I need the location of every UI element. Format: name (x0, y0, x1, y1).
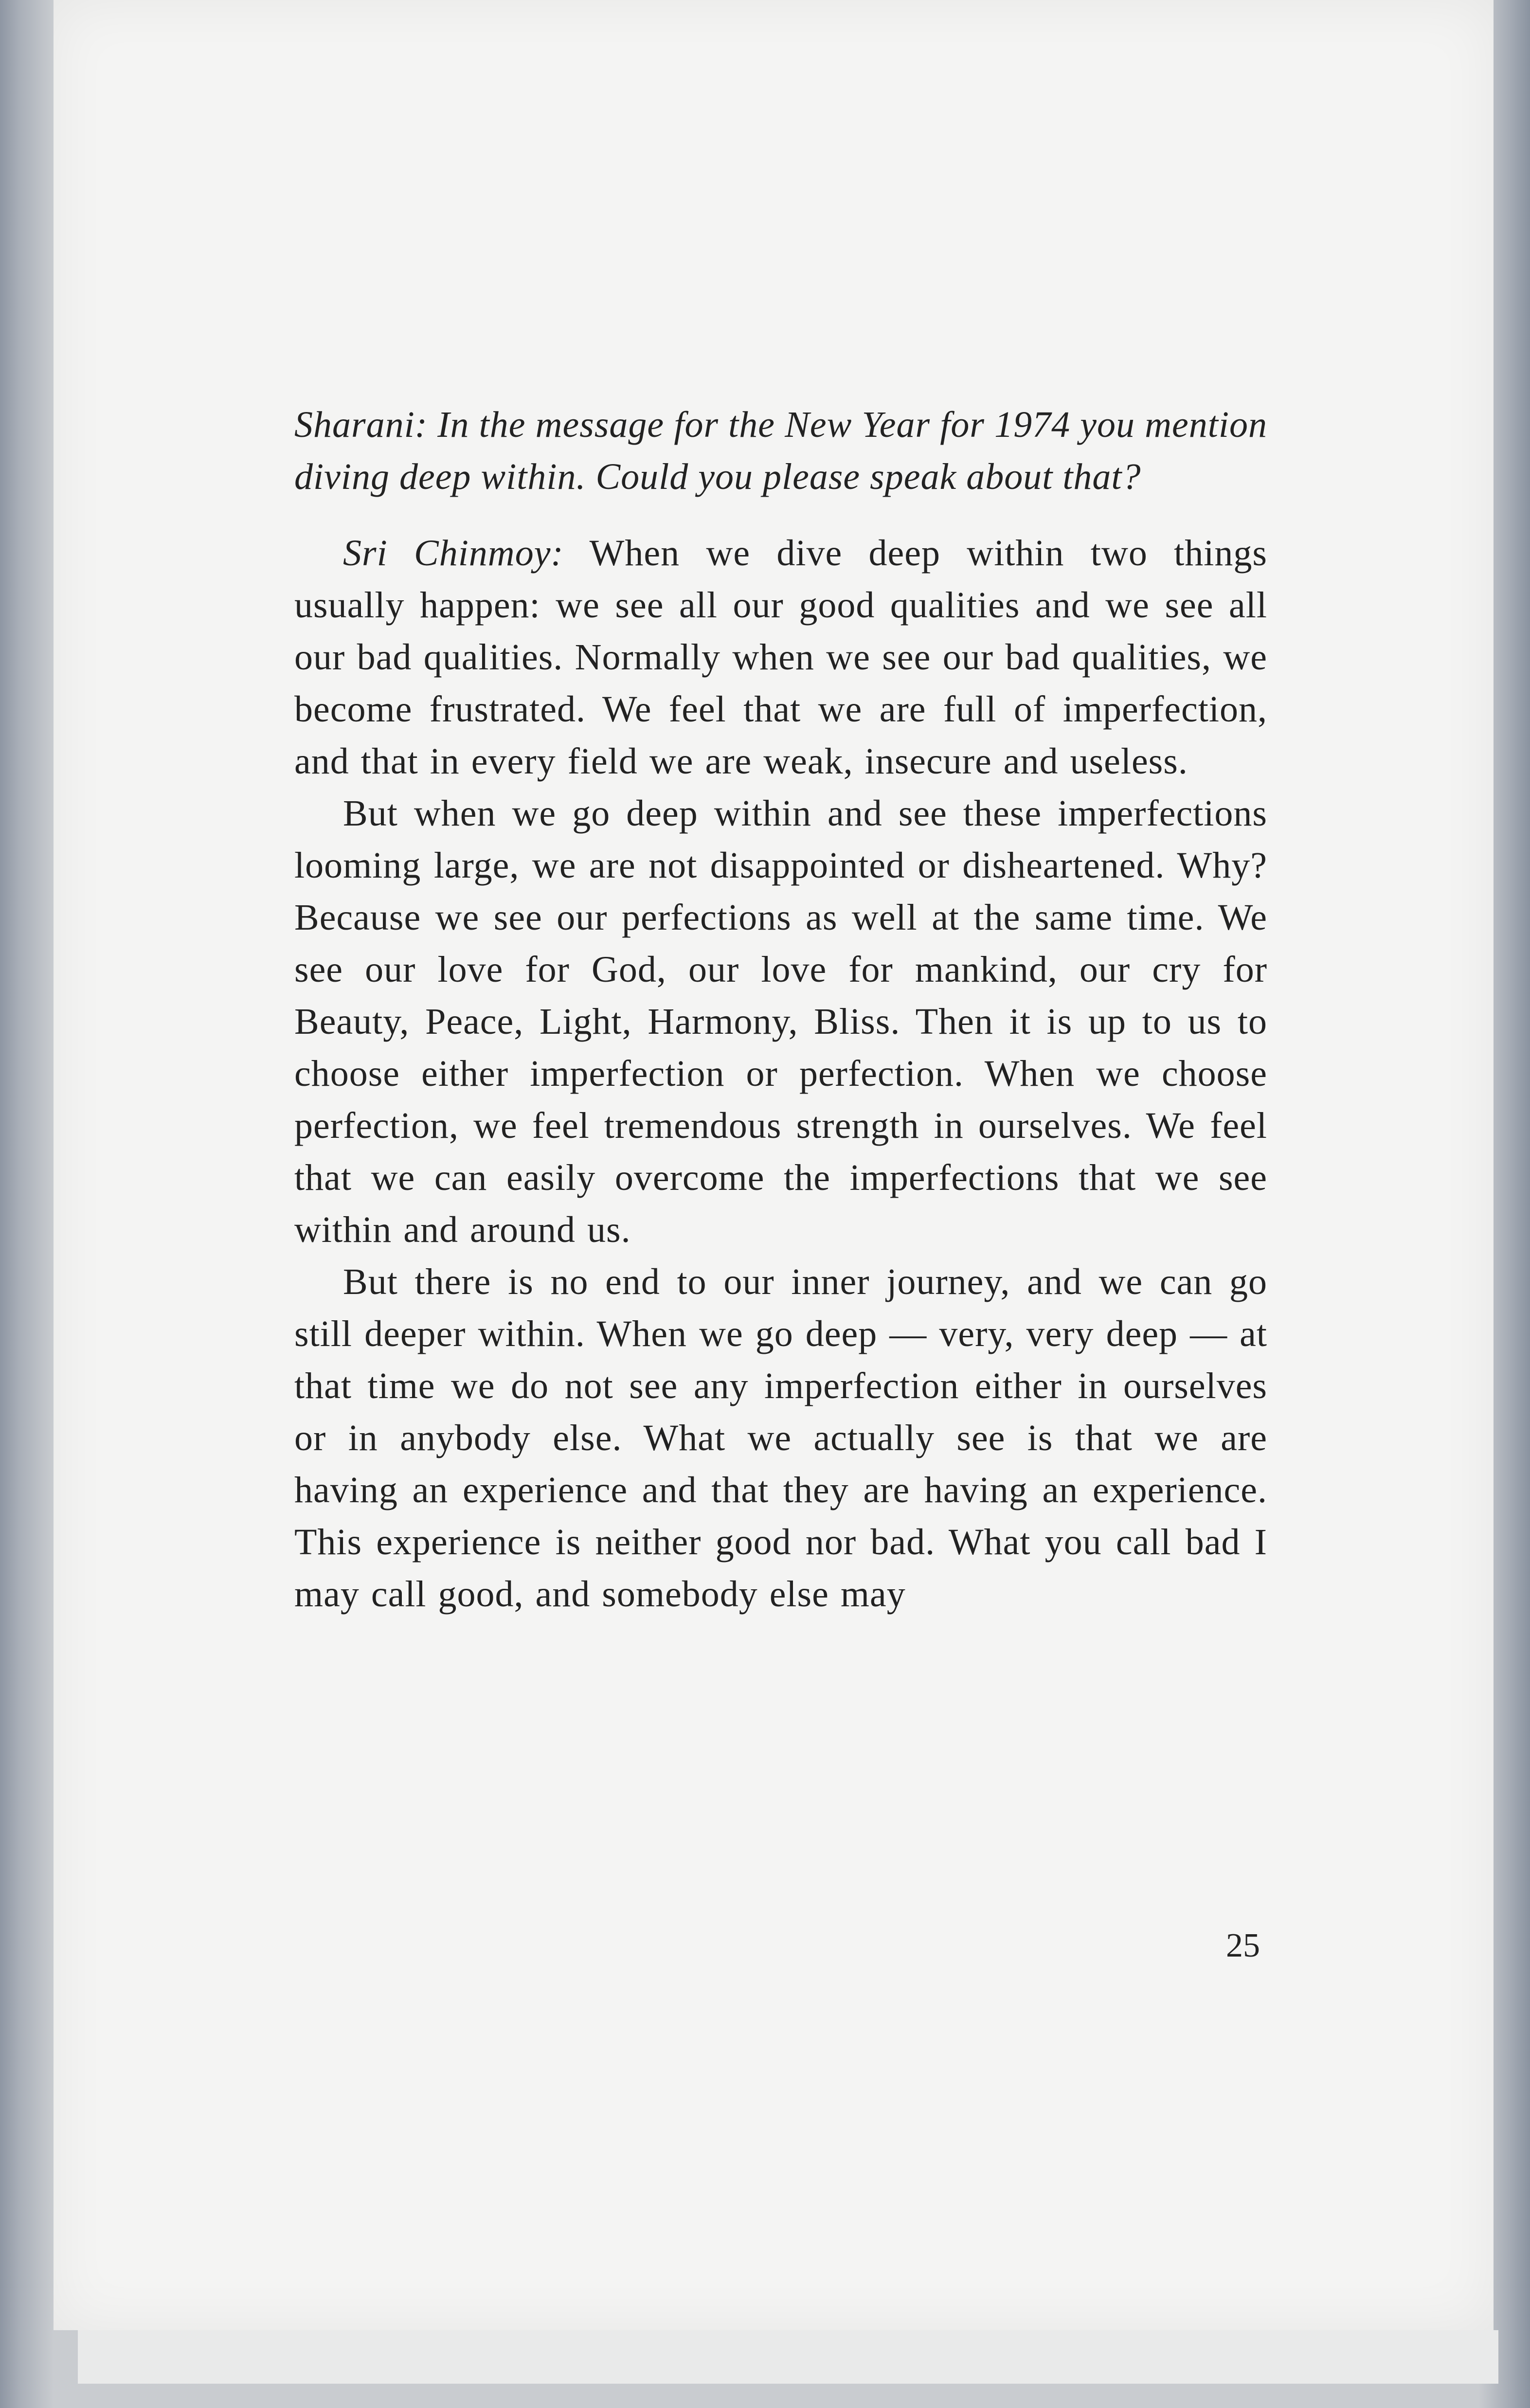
question-paragraph (294, 399, 1267, 503)
page-edge (78, 2330, 1498, 2384)
answer-speaker: Sri Chinmoy: (343, 533, 564, 574)
question-text: In the message for the New Year for 1974 you mention diving deep within. Could you please speak about that? (294, 404, 1268, 497)
question-speaker: Sharani: (294, 404, 428, 445)
page-number: 25 (1226, 1927, 1260, 1964)
answer-paragraph-1 (294, 527, 1267, 788)
answer-paragraph-3: But there is no end to our inner journey, and we can go still deeper within. When we go deep — very, very deep — at that time we do not see any imperfection either in ourselves or in anybody else. What we actually see is that we are having an experience and that they are having an experience. This experience is neither good nor bad. What you call bad I may call good, and somebody else may (294, 1261, 1267, 1615)
page-text (294, 399, 1267, 1620)
answer-paragraph-2: But when we go deep within and see these imperfections looming large, we are not disappointed or disheartened. Why? Because we see our perfections as well at the same time. We see our love for God, our love for mankind, our cry for Beauty, Peace, Light, Harmony, Bliss. Then it is up to us to choose either imperfection or perfection. When we choose perfection, we feel tremendous strength in ourselves. We feel that we can easily overcome the imperfections that we see within and around us. (294, 793, 1267, 1250)
answer-text-1: When we dive deep within two things usually happen: we see all our good qualities and we see all our bad qualities. Normally when we see our bad qualities, we become frustrated. We feel that we are full of imperfection, and that in every field we are weak, insecure and useless. (294, 533, 1267, 782)
